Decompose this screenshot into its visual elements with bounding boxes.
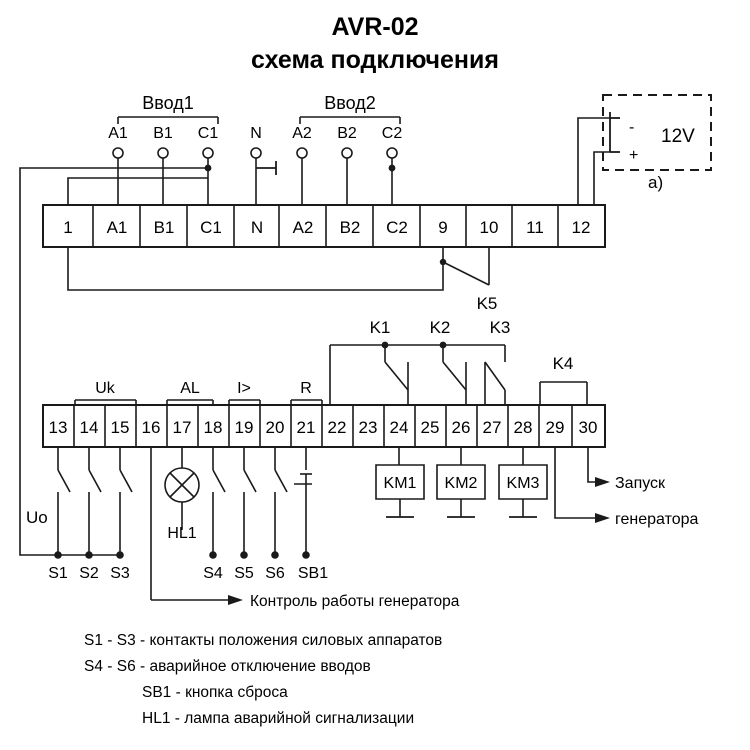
- input-terminal-a2: [297, 148, 307, 158]
- power-plus-label: +: [629, 147, 639, 164]
- page-title-line1: AVR-02: [331, 13, 419, 41]
- bottom-terminal-24: 24: [389, 418, 409, 437]
- s4-node: [209, 551, 217, 559]
- input-terminal-n: [251, 148, 261, 158]
- input-pin-c1-label: C1: [197, 125, 219, 142]
- input-pin-a2-label: A2: [292, 125, 312, 142]
- relay-k1-label: K1: [369, 318, 391, 337]
- gen-start-arrow-2: [595, 513, 610, 523]
- bottom-terminal-19: 19: [234, 418, 254, 437]
- signal-r-label: R: [300, 380, 312, 397]
- switch-s2-label: S2: [79, 565, 99, 582]
- lamp-label: HL1: [167, 525, 197, 542]
- contactor-km2-label: KM2: [444, 475, 478, 492]
- relay-k3-label: K3: [489, 318, 511, 337]
- junction-dot-c2: [389, 165, 396, 172]
- s5-blade: [244, 470, 256, 492]
- bottom-terminal-20: 20: [265, 418, 285, 437]
- top-terminal-a1: A1: [106, 218, 128, 237]
- top-terminal-b1: B1: [153, 218, 175, 237]
- bottom-terminal-16: 16: [141, 418, 161, 437]
- power-voltage-label: 12V: [661, 126, 695, 147]
- top-terminal-c2: C2: [386, 218, 408, 237]
- top-terminal-c1: C1: [200, 218, 222, 237]
- input-terminal-a1: [113, 148, 123, 158]
- relay-k5-label: K5: [476, 294, 498, 313]
- signal-i-label: I>: [237, 380, 251, 397]
- page-title-line2: схема подключения: [251, 46, 499, 74]
- bottom-terminal-29: 29: [545, 418, 565, 437]
- top-terminal-10: 10: [479, 218, 499, 237]
- contactor-km1-label: KM1: [383, 475, 417, 492]
- signal-uk-label: Uk: [95, 380, 115, 397]
- input-terminal-b1: [158, 148, 168, 158]
- bottom-terminal-22: 22: [327, 418, 347, 437]
- input-terminal-c1: [203, 148, 213, 158]
- bottom-terminal-18: 18: [203, 418, 223, 437]
- gen-start-label-line1: Запуск: [615, 475, 666, 492]
- bottom-terminal-14: 14: [79, 418, 99, 437]
- legend-line-1: S1 - S3 - контакты положения силовых аппаратов: [84, 632, 443, 649]
- switch-sb1-label: SB1: [297, 565, 329, 582]
- input-group2-label: Ввод2: [324, 93, 376, 113]
- top-terminal-12: 12: [571, 218, 591, 237]
- top-terminal-b2: B2: [339, 218, 361, 237]
- k5-contact-blade: [443, 262, 489, 285]
- bottom-terminal-15: 15: [110, 418, 130, 437]
- k5-wire-left: [68, 247, 443, 290]
- s2-blade: [89, 470, 101, 492]
- s3-blade: [120, 470, 132, 492]
- s6-node: [271, 551, 279, 559]
- input-group1-label: Ввод1: [142, 93, 194, 113]
- s1-blade: [58, 470, 70, 492]
- bus-wire-terminal1: [68, 178, 208, 205]
- signal-al-label: AL: [180, 380, 200, 397]
- signal-uo-label: Uo: [26, 508, 48, 527]
- gen-control-arrow: [228, 595, 243, 605]
- switch-s3-label: S3: [110, 565, 130, 582]
- legend-line-4: HL1 - лампа аварийной сигнализации: [142, 710, 415, 727]
- s4-blade: [213, 470, 225, 492]
- bottom-terminal-28: 28: [513, 418, 533, 437]
- power-minus-label: -: [629, 119, 635, 136]
- contactor-km3-label: KM3: [506, 475, 540, 492]
- k1-blade: [385, 362, 408, 390]
- bottom-terminal-21: 21: [296, 418, 316, 437]
- top-terminal-a2: A2: [292, 218, 314, 237]
- top-terminal-11: 11: [526, 218, 544, 237]
- bottom-terminal-13: 13: [48, 418, 68, 437]
- gen-start-arrow-1: [595, 477, 610, 487]
- bottom-terminal-23: 23: [358, 418, 378, 437]
- bottom-terminal-25: 25: [420, 418, 440, 437]
- s5-node: [240, 551, 248, 559]
- k3-blade: [485, 362, 505, 390]
- top-terminal-9: 9: [438, 218, 448, 237]
- top-terminal-n: N: [250, 218, 264, 237]
- bottom-terminal-17: 17: [172, 418, 192, 437]
- k2-blade: [443, 362, 466, 390]
- switch-s6-label: S6: [265, 565, 285, 582]
- input-pin-n-label: N: [250, 125, 262, 142]
- switch-s5-label: S5: [234, 565, 254, 582]
- sb1-node: [302, 551, 310, 559]
- input-terminal-b2: [342, 148, 352, 158]
- power-note-label: а): [648, 173, 664, 192]
- bottom-terminal-30: 30: [578, 418, 598, 437]
- input-pin-b1-label: B1: [153, 125, 173, 142]
- gen-start-label-line2: генератора: [615, 511, 699, 528]
- input-terminal-c2: [387, 148, 397, 158]
- input-pin-c2-label: C2: [381, 125, 403, 142]
- gen-control-label: Контроль работы генератора: [250, 593, 460, 610]
- s6-blade: [275, 470, 287, 492]
- gen-start-wire-1: [588, 447, 595, 482]
- top-terminal-1: 1: [63, 218, 73, 237]
- switch-s4-label: S4: [203, 565, 223, 582]
- bottom-terminal-27: 27: [482, 418, 502, 437]
- legend-line-2: S4 - S6 - аварийное отключение вводов: [84, 658, 371, 675]
- legend-line-3: SB1 - кнопка сброса: [142, 684, 288, 701]
- input-pin-b2-label: B2: [337, 125, 357, 142]
- relay-k4-label: K4: [552, 354, 574, 373]
- switch-s1-label: S1: [48, 565, 68, 582]
- bus-wire-left-rail: [20, 168, 118, 400]
- input-pin-a1-label: A1: [108, 125, 128, 142]
- relay-k2-label: K2: [429, 318, 451, 337]
- bottom-terminal-26: 26: [451, 418, 471, 437]
